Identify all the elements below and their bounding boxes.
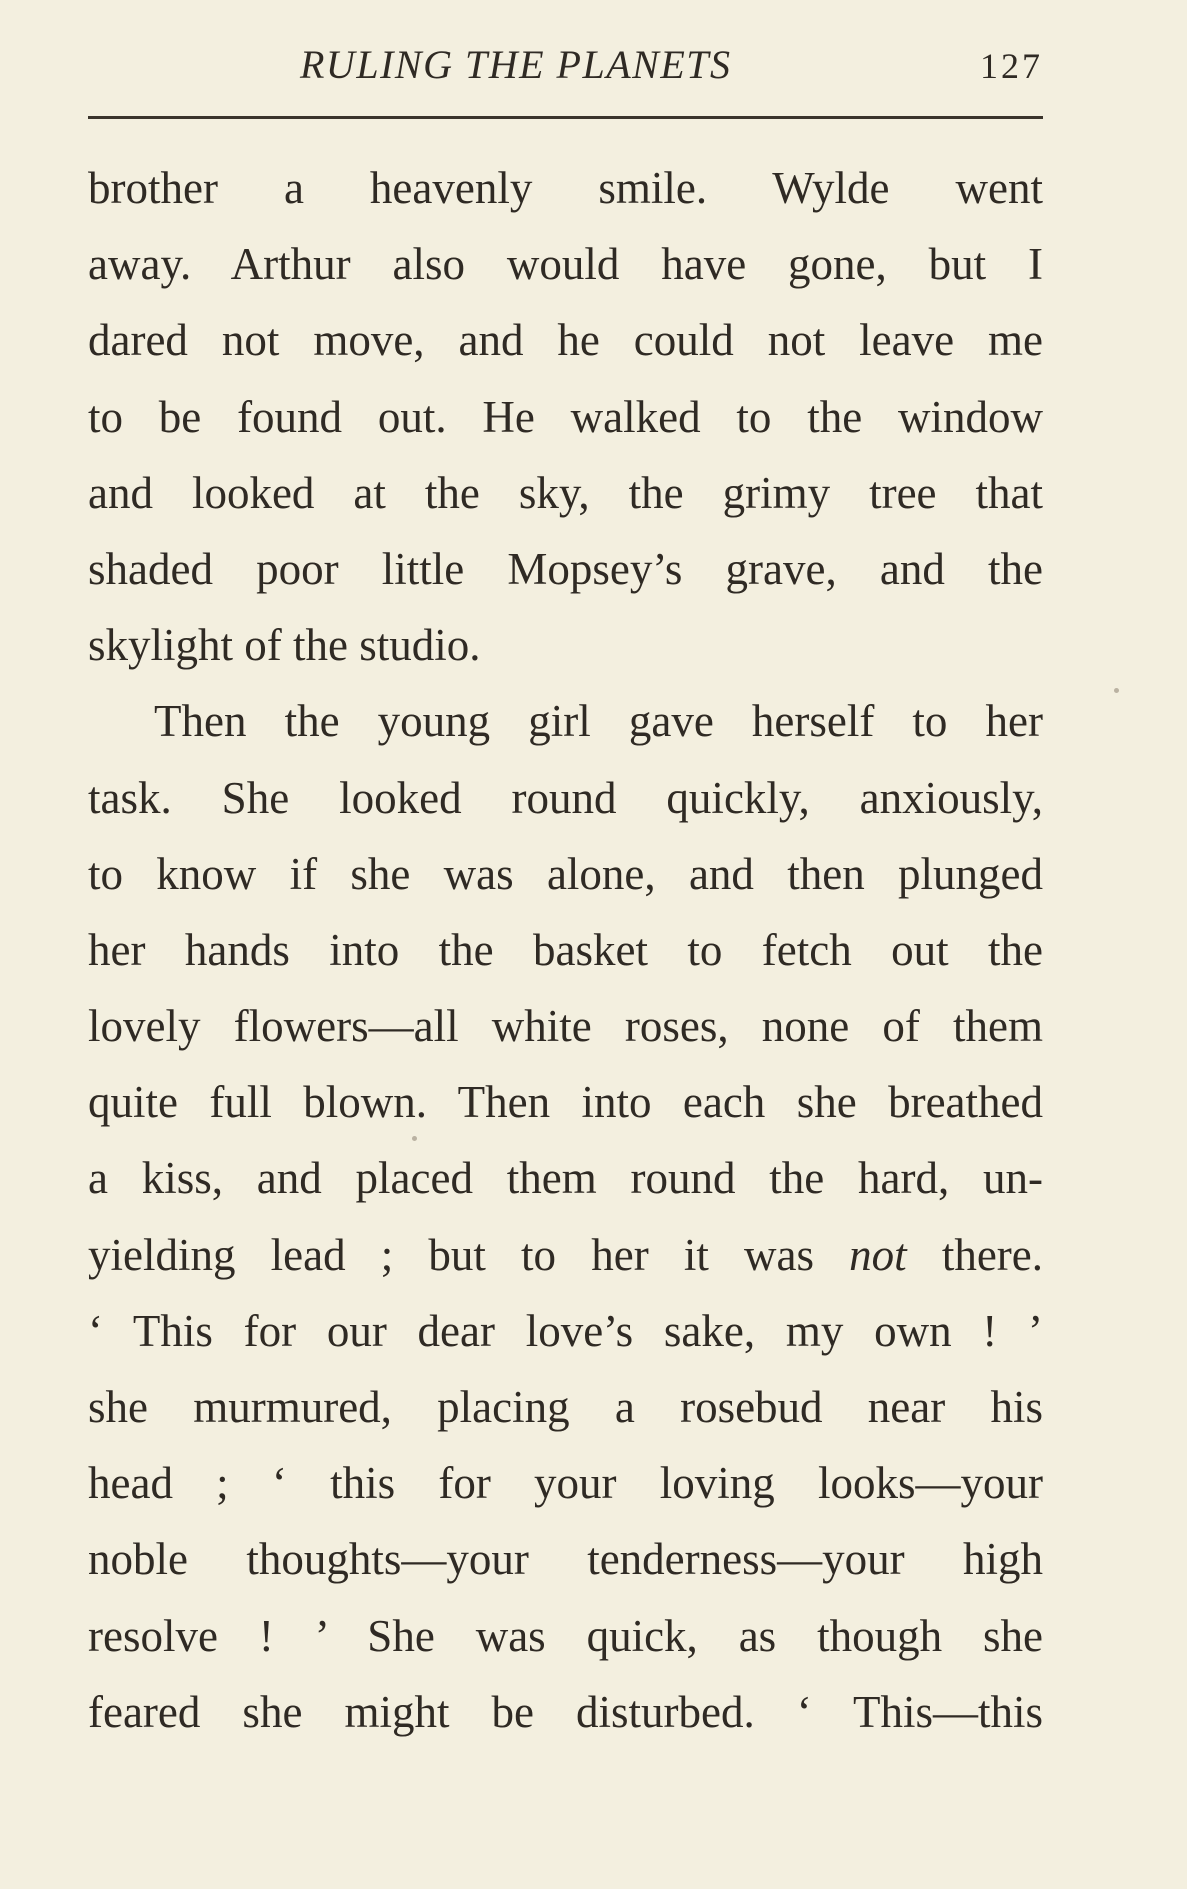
text-line: feared she might be disturbed. ‘ This—this [88,1686,1043,1737]
text-line: noble thoughts—your tenderness—your high [88,1534,1043,1585]
text-line: head ; ‘ this for your loving looks—your [88,1458,1043,1509]
text-line: her hands into the basket to fetch out the [88,924,1043,975]
text-line: skylight of the studio. [88,620,481,671]
text-line: to know if she was alone, and then plunged [88,848,1043,899]
text-line: and looked at the sky, the grimy tree that [88,467,1043,518]
running-head [88,40,1043,90]
text-line: quite full blown. Then into each she breathed [88,1077,1043,1128]
text-segment: yielding lead ; but to her it was [88,1229,850,1280]
text-line: ‘ This for our dear love’s sake, my own ! ’ [88,1305,1043,1356]
text-line: Then the young girl gave herself to her [154,696,1043,747]
body-text [88,150,1043,1750]
emphasized-word: not [849,1229,907,1280]
header-rule [88,116,1043,119]
running-title: RULING THE PLANETS [300,42,732,87]
paragraph-1 [88,150,1043,683]
text-segment: there. [906,1229,1043,1280]
text-line: task. She looked round quickly, anxiously, [88,772,1043,823]
paragraph-2 [88,683,1043,1750]
paper-spot [1114,688,1119,693]
text-line-with-emphasis [88,1217,1043,1293]
text-line: she murmured, placing a rosebud near his [88,1382,1043,1432]
text-line: dared not move, and he could not leave me [88,315,1043,366]
text-line: a kiss, and placed them round the hard, un- [88,1153,1043,1204]
text-line: brother a heavenly smile. Wylde went [88,163,1043,213]
text-line: shaded poor little Mopsey’s grave, and the [88,543,1043,594]
text-line: away. Arthur also would have gone, but I [88,239,1043,290]
paper-spot [412,1136,417,1141]
text-line: lovely flowers—all white roses, none of them [88,1001,1043,1052]
text-line: resolve ! ’ She was quick, as though she [88,1610,1043,1661]
text-line: to be found out. He walked to the window [88,391,1043,442]
page-number: 127 [980,46,1043,86]
